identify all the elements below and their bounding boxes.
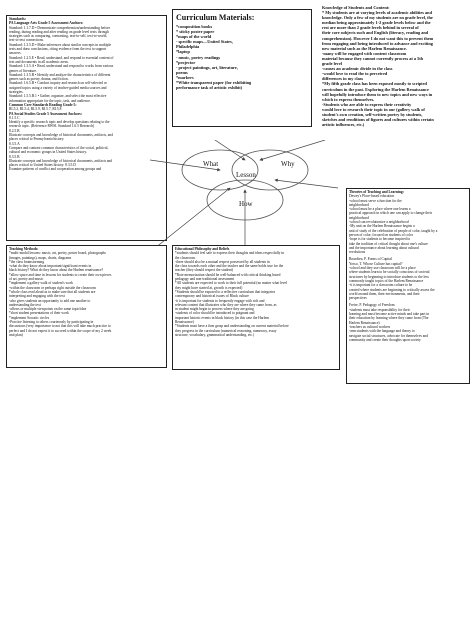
- social-studies-line: places critical to United States history. 8.3.5.D: [9, 163, 76, 168]
- philosophy-line: Renaissance): [175, 320, 194, 325]
- philosophy-line: *All students are expected to work to their full potential (no matter what level: [175, 281, 288, 286]
- knowledge-line: knowledge. Only a few of my students are on grade level, the: [322, 15, 433, 21]
- diagram-lesson-label: Lesson: [236, 171, 256, 179]
- theory-line: take the tradition of critical thought about one's culture: [349, 241, 428, 246]
- knowledge-line: new material such as the Harlem Renaissance.: [322, 45, 407, 51]
- standard-line: texts and draw conclusions, citing evidence from the text to support: [9, 47, 107, 52]
- theory-line: -school must serve a function for the: [349, 198, 402, 203]
- teaching-method-line: *whole class read aloud as to make sure that all students are: [9, 289, 96, 294]
- curriculum-item: - specific maps—United States,: [176, 39, 233, 45]
- theories-lines: [349, 194, 467, 342]
- philosophy-title: Educational Philosophy and Beliefs: [175, 247, 230, 251]
- theory-line: Yosso, T. Whose Culture has capital?: [349, 261, 403, 266]
- theory-line: community and create their thoughts upon society: [349, 337, 421, 342]
- lesson-diagram: [150, 140, 340, 250]
- knowledge-line: *My fifth grade class has been exposed mostly to scripted: [322, 81, 427, 87]
- curriculum-box: [172, 9, 312, 127]
- arrow-theories: [275, 180, 338, 188]
- curriculum-item: *White transparent paper (for exhibiting: [176, 80, 252, 86]
- curriculum-item: *markers: [176, 74, 194, 80]
- knowledge-line: -would love to read the to perceived: [322, 71, 388, 77]
- teaching-method-line: *multi-modal lessons: music, art, poetry, poster board, photographs: [9, 251, 106, 256]
- knowledge-line: student's own creation, self-written poetry by students,: [322, 111, 423, 117]
- social-studies-line: Examine patterns of conflict and cooperation among groups and: [9, 167, 102, 172]
- knowledge-line: differences in my class: [322, 76, 364, 82]
- theory-line: -arm students with the language and theory to: [349, 329, 415, 334]
- theory-line: -teachers as cultural workers: [349, 324, 391, 329]
- philosophy-line: -students of color should be introduced to poignant and: [175, 311, 255, 316]
- curriculum-item: *maps of the world: [176, 34, 212, 40]
- theory-line: perspectives: [349, 296, 367, 301]
- teaching-method-line: *short student presentations of their work: [9, 311, 69, 316]
- social-studies-line: 8.1.5.C: [9, 115, 20, 120]
- social-studies-line: Illustrate concepts and knowledge of historical documents, artifacts and: [9, 158, 113, 163]
- theory-line: and the importance about learning about cultural: [349, 245, 419, 250]
- standard-line: text and documents in all academic areas.: [9, 59, 69, 64]
- philosophy-line: teacher (they should respect the student): [175, 268, 233, 273]
- theory-line: -My unit on the Harlem Renaissance begins a: [349, 224, 415, 229]
- teaching-method-line: -within the classroom or perhaps right outside the classroom: [9, 285, 96, 290]
- curriculum-item: - project paintings, art, literature,: [176, 64, 238, 70]
- theory-line: -school and they use classroom will be a place: [349, 266, 416, 271]
- diagram-how-label: How: [239, 200, 253, 208]
- standard-line: text-to-text connections.: [9, 38, 44, 43]
- theory-line: -school can revolutionize a neighborhood: [349, 220, 409, 225]
- knowledge-line: * My students are at varying levels of academic abilities and: [322, 10, 432, 16]
- knowledge-line: curriculum in the past. Exploring the Harlem Renaissance: [322, 86, 429, 92]
- standard-line: genres such as poetry, drama, and fiction.: [9, 77, 69, 82]
- philosophy-line: pedagogy and non-traditional assessment: [175, 277, 235, 282]
- knowledge-line: from engaging and being introduced to advance and exciting: [322, 40, 433, 46]
- teaching-method-line: -Practice listening to others courteously by participating in: [9, 320, 94, 325]
- philosophy-line: *Students should be exposed to a reflective curriculum that integrates: [175, 289, 276, 294]
- arrow-methods: [155, 188, 230, 248]
- theory-line: neighborhood: [349, 202, 369, 207]
- philosophy-box: [172, 245, 340, 370]
- philosophy-line: -it is important for students to frequently engage with rich and: [175, 298, 265, 303]
- theory-line: neighborhood: [349, 215, 369, 220]
- curriculum-title: Curriculum Materials:: [176, 13, 255, 22]
- philosophy-line: *students should feel safe to express their thoughts and ideas respectfully in: [175, 251, 285, 256]
- knowledge-lines: [322, 10, 472, 127]
- curriculum-item: *laptop: [176, 49, 190, 55]
- knowledge-line: median being approximately 1-2 grade levels below and the: [322, 20, 431, 26]
- social-studies-line: Identify a specific research topic and develop questions relating to the: [9, 120, 110, 125]
- curriculum-item: Philadelphia: [176, 44, 200, 50]
- philosophy-line: the classroom.: [175, 255, 196, 260]
- teaching-method-line: -allows or multiple viewpoints on the same topic/idea: [9, 307, 87, 312]
- standard-line: Standard: 1.3.5.A • Read, understand and respond to works from various: [9, 64, 114, 69]
- knowledge-line: which to express themselves.: [322, 96, 375, 102]
- teaching-method-line: *allow space and time in lessons for students to create their own pieces: [9, 272, 112, 277]
- knowledge-line: -causes an academic divide in the class: [322, 66, 393, 72]
- standard-line: answers.: [9, 51, 22, 56]
- philosophy-line: the class towards each other and the teacher and the same holds true for the: [175, 264, 284, 269]
- standard-line: genres of literature.: [9, 68, 38, 73]
- teaching-method-line: -also gives students an opportunity to add one another to: [9, 298, 91, 303]
- theory-line: person of color, focused on students of color: [349, 232, 413, 237]
- standard-line: information appropriate for the topic, task, and audience.: [9, 98, 91, 103]
- theory-line: unit of study of the celebration of people of color, taught by a: [349, 228, 438, 233]
- social-studies-line: research topic. (Reference RWSL Standard 1.6.5 Research): [9, 124, 95, 129]
- theories-box: [346, 188, 470, 384]
- social-studies-line: 8.3.5.B: [9, 154, 20, 159]
- curriculum-item: - music, poetry readings: [176, 54, 221, 60]
- curriculum-item: *composition books: [176, 24, 213, 29]
- social-studies-lines: [9, 116, 164, 172]
- standard-line: strategies such as comparing, contrasting, text-to-self, text-to-world,: [9, 34, 108, 39]
- social-studies-line: 8.2.5.B: [9, 128, 20, 133]
- why-ellipse: [232, 150, 308, 190]
- theory-line: -school must be a place where one learns a: [349, 207, 411, 212]
- philosophy-line: relevant content that illustrates who they are where they came from, as: [175, 302, 277, 307]
- common-core-line: RL5.2, RL5.4, RL5.9, RI.5.7, RI.5.8: [9, 107, 62, 112]
- theory-line: Bourdieu, P. Forms of Capital: [349, 257, 392, 262]
- knowledge-line: artistic influences, etc.): [322, 122, 365, 128]
- diagram-why-label: Why: [281, 160, 295, 168]
- theory-line: -students must take responsibility for their: [349, 307, 410, 312]
- teaching-method-line: *the class brainstorming: [9, 259, 45, 264]
- teaching-method-line: of art, poetry and music: [9, 277, 44, 282]
- social-studies-line: 8.3.5.A: [9, 141, 20, 146]
- theory-line: revolutions: [349, 250, 366, 255]
- knowledge-line: comprehension). However I do not want this to prevent them: [322, 35, 434, 41]
- knowledge-line: -many will be engaged with content classroom: [322, 50, 407, 56]
- philosophy-line: they progress in the curriculum (numerical reasoning, numeracy, essay: [175, 328, 277, 333]
- pa-language-arts-title: PA Language Arts Grade 5 Assessment Anchors:: [9, 21, 84, 26]
- standard-line: Standard: 1.3.5.D • Make inferences about similar concepts in multiple: [9, 42, 112, 47]
- teaching-method-line: unit plan): [9, 332, 23, 337]
- social-studies-line: cultural and economic groups in United States history.: [9, 150, 88, 155]
- theory-line: -hope is for students to become inspired to: [349, 237, 411, 242]
- philosophy-line: structure, vocabulary, grammatical understanding, etc.): [175, 332, 255, 337]
- theory-line: practical approach in which one can apply to change their: [349, 211, 432, 216]
- diagram-what-label: What: [203, 160, 219, 168]
- theory-line: navigate social structures, advocate for themselves and: [349, 333, 428, 338]
- standards-title: Standards:: [9, 17, 26, 21]
- teaching-method-line: interpreting and engaging with the text: [9, 294, 65, 299]
- philosophy-line: *Rote memorization should be well-balanced with critical thinking based: [175, 272, 281, 277]
- standard-line: Standard: 1.3.5.B • Identify and analyze the characteristics of different: [9, 72, 111, 77]
- knowledge-title: Knowledge of Students and Content:: [322, 5, 390, 10]
- knowledge-line: rest are more than 2 grade levels behind in several of: [322, 25, 419, 31]
- theories-title: Theories of Teaching and Learning:: [349, 190, 404, 194]
- theory-line: -it is important for a classroom culture to be: [349, 283, 413, 288]
- curriculum-item: poems: [176, 69, 188, 75]
- knowledge-line: will hopefully introduce them to new topics and new ways in: [322, 91, 433, 97]
- knowledge-line: material because they cannot currently process at a 5th: [322, 55, 424, 61]
- philosophy-line: -there should also be a mutual respect possessed by all students in: [175, 259, 270, 264]
- philosophy-line: important historic events in black history (in this case the Harlem: [175, 315, 270, 320]
- curriculum-item: *projector: [176, 59, 196, 65]
- philosophy-line: *Students must have a firm grasp and understanding on current material before: [175, 324, 289, 329]
- theory-line: Harlem Renaissance): [349, 320, 380, 325]
- social-studies-line: places critical to Pennsylvania history.: [9, 137, 65, 142]
- theory-line: learning and must become active minds and take part in: [349, 312, 430, 317]
- teaching-method-line: *implement a gallery walk of student's work: [9, 281, 73, 286]
- standards-lines: [9, 26, 164, 103]
- curriculum-item: performance task of artistic exhibit): [176, 85, 243, 91]
- knowledge-line: sketches and renditions of figures and cultures within certain: [322, 117, 434, 123]
- common-core-title: Common Core Standards Reading Grade 5:: [9, 102, 77, 107]
- social-studies-line: Compare and contrast common characteristics of the social, political,: [9, 145, 109, 150]
- philosophy-line: contemporary and historical issues of Black culture: [175, 294, 249, 299]
- theory-line: where students learn to be socially conscious of societal: [349, 270, 430, 275]
- theory-line: Freire, P. Pedagogy of Freedom: [349, 303, 395, 308]
- theory-line: world around them, their environments, and their: [349, 291, 420, 296]
- knowledge-line: their core subjects such and English (literacy, reading and: [322, 30, 429, 36]
- teaching-method-line: (images, paintings), maps, charts, diagrams: [9, 255, 72, 260]
- standard-line: reading, during reading and after reading on grade level texts through: [9, 29, 109, 34]
- teaching-methods-box: [6, 245, 167, 368]
- standard-line: Standard: 1.6.5.B • Conduct inquiry and research on self-selected or: [9, 81, 107, 86]
- standard-line: strategies.: [9, 90, 24, 95]
- teaching-method-line: black history? What do they know about the Harlem renaissance?: [9, 268, 104, 273]
- social-studies-line: Illustrate concepts and knowledge of historical documents, artifacts, and: [9, 133, 113, 138]
- philosophy-line: they might have started at, growth is expected): [175, 285, 243, 290]
- knowledge-line: grade level: [322, 61, 342, 67]
- knowledge-line: would love to research their topic in our (gallery walk of: [322, 106, 425, 112]
- social-studies-title: PA Social Studies Grade 5 Assessment Anchors:: [9, 111, 83, 116]
- standard-line: Standard: 1.2.5.E • Read, understand, and respond to essential content of: [9, 55, 114, 60]
- teaching-method-line: *implement Socratic circles: [9, 315, 50, 320]
- theory-line: structures by beginning to introduce students to the less: [349, 274, 429, 279]
- teaching-method-line: -what do they know about important/significant events in: [9, 264, 92, 269]
- standard-line: assigned topics using a variety of teacher-guided media sources and: [9, 85, 107, 90]
- teaching-method-line: perfect and I do not expect it to succeed within the scope of my 2 week: [9, 328, 112, 333]
- theory-line: commonly taught topics of the Harlem Renaissance: [349, 278, 424, 283]
- standards-box: [6, 15, 167, 241]
- curriculum-item: * sticky poster paper: [176, 29, 215, 35]
- curriculum-items: [176, 24, 308, 90]
- theory-line: created where students are beginning to critically assess the: [349, 287, 435, 292]
- theory-line: their education by learning where they came from (The: [349, 316, 429, 321]
- theory-line: Dewey's Place-based education: [349, 194, 395, 199]
- standard-line: Standard: 1.5.5.B.1 • Gather, organize, and select the most effective: [9, 94, 107, 99]
- teaching-method-line: understanding the text: [9, 302, 41, 307]
- teaching-method-line: discussions (very importance to not that this will take much practice to: [9, 324, 111, 329]
- knowledge-line: -Students who are able to express their creativity: [322, 101, 412, 107]
- teaching-methods-title: Teaching Methods:: [9, 247, 39, 251]
- philosophy-lines: [175, 251, 337, 337]
- standard-line: Standard: 1.1.7.D • Demonstrate comprehension/understanding before: [9, 25, 111, 30]
- teaching-methods-lines: [9, 251, 164, 337]
- philosophy-line: in student might begin to process where they are going: [175, 307, 254, 312]
